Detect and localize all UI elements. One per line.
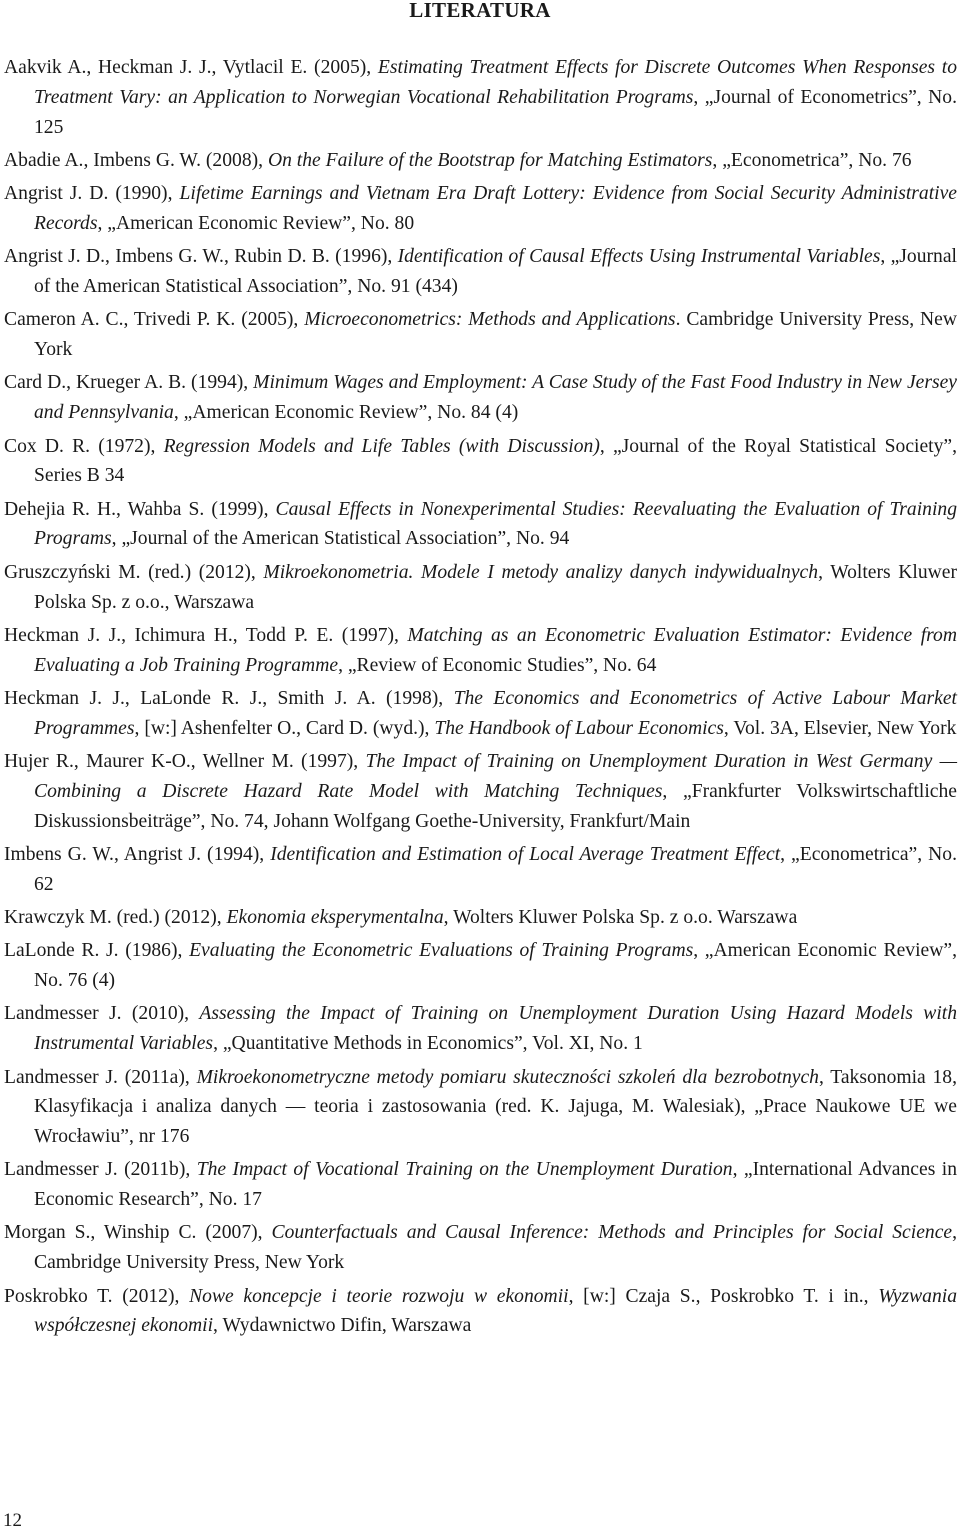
reference-source: , „Econometrica”, No. 62 bbox=[34, 843, 957, 895]
reference-title: Mikroekonometria. Modele I metody analizy danych indywidualnych bbox=[263, 561, 819, 583]
reference-item bbox=[4, 903, 957, 933]
reference-title: Microeconometrics: Methods and Applications bbox=[304, 309, 676, 331]
reference-source: , „Frankfurter Volkswirtschaftliche Diskussionsbeiträge”, No. 74, Johann Wolfgang Goethe-University, Frankfurt/Main bbox=[34, 780, 957, 832]
reference-title: On the Failure of the Bootstrap for Matching Estimators bbox=[267, 149, 713, 171]
reference-item bbox=[4, 305, 957, 365]
reference-source: , „International Advances in Economic Research”, No. 17 bbox=[34, 1159, 957, 1211]
reference-authors: Hujer R., Maurer K-O., Wellner M. (1997), bbox=[4, 751, 366, 773]
reference-authors: Imbens G. W., Angrist J. (1994), bbox=[4, 843, 271, 865]
reference-title: Matching as an Econometric Evaluation Estimator: Evidence from Evaluating a Job Training Programme bbox=[34, 624, 957, 676]
reference-item bbox=[4, 621, 957, 681]
reference-title: Counterfactuals and Causal Inference: Methods and Principles for Social Science bbox=[271, 1222, 953, 1244]
reference-list bbox=[4, 53, 957, 1345]
reference-item bbox=[4, 558, 957, 618]
reference-source: , „Journal of Econometrics”, No. 125 bbox=[34, 86, 957, 138]
reference-source: , „Journal of the American Statistical Association”, No. 91 (434) bbox=[34, 246, 957, 298]
reference-title: Identification and Estimation of Local Average Treatment Effect bbox=[270, 843, 781, 865]
reference-item bbox=[4, 684, 957, 744]
reference-source: . Cambridge University Press, New York bbox=[34, 309, 958, 361]
reference-item bbox=[4, 840, 957, 900]
reference-authors: LaLonde R. J. (1986), bbox=[4, 940, 190, 962]
reference-source: , „Journal of the Royal Statistical Society”, Series B 34 bbox=[34, 435, 957, 487]
reference-authors: Heckman J. J., LaLonde R. J., Smith J. A. (1998), bbox=[4, 687, 454, 709]
reference-authors: Morgan S., Winship C. (2007), bbox=[4, 1222, 272, 1244]
reference-title: Evaluating the Econometric Evaluations of Training Programs bbox=[189, 940, 694, 962]
reference-item bbox=[4, 495, 957, 555]
reference-source: , „Econometrica”, No. 76 bbox=[712, 149, 912, 171]
reference-source: , Taksonomia 18, Klasyfikacja i analiza danych — teoria i zastosowania (red. K. Jajuga, M. Walesiak), „Prace Naukowe UE we Wrocławiu”, nr 176 bbox=[34, 1066, 957, 1148]
reference-source: , „American Economic Review”, No. 80 bbox=[97, 212, 415, 234]
reference-publisher: , Wydawnictwo Difin, Warszawa bbox=[213, 1315, 472, 1337]
reference-source: , Wolters Kluwer Polska Sp. z o.o. Warszawa bbox=[443, 907, 798, 929]
reference-authors: Dehejia R. H., Wahba S. (1999), bbox=[4, 498, 276, 520]
reference-authors: Angrist J. D., Imbens G. W., Rubin D. B. (1996), bbox=[4, 246, 398, 268]
reference-source: , „Journal of the American Statistical Association”, No. 94 bbox=[111, 528, 570, 550]
page-number: 12 bbox=[3, 1510, 22, 1531]
reference-publisher: , Vol. 3A, Elsevier, New York bbox=[723, 717, 957, 739]
reference-title: The Impact of Training on Unemployment Duration in West Germany — Combining a Discrete Hazard Rate Model with Matching Techniques bbox=[34, 751, 957, 802]
reference-book-title: Wyzwania współczesnej ekonomii bbox=[34, 1285, 958, 1337]
reference-title: Causal Effects in Nonexperimental Studies: Reevaluating the Evaluation of Training Programs bbox=[34, 498, 957, 550]
reference-item bbox=[4, 999, 957, 1059]
reference-title: Nowe koncepcje i teorie rozwoju w ekonomii bbox=[189, 1285, 569, 1307]
reference-item bbox=[4, 1282, 957, 1342]
reference-authors: Landmesser J. (2011b), bbox=[4, 1159, 197, 1181]
reference-authors: Angrist J. D. (1990), bbox=[4, 183, 180, 205]
reference-source: , Cambridge University Press, New York bbox=[34, 1222, 957, 1274]
reference-item bbox=[4, 936, 957, 996]
reference-item bbox=[4, 747, 957, 836]
reference-item bbox=[4, 368, 957, 428]
reference-source: , „Review of Economic Studies”, No. 64 bbox=[338, 654, 657, 676]
reference-authors: Card D., Krueger A. B. (1994), bbox=[4, 372, 254, 394]
reference-item bbox=[4, 179, 957, 239]
reference-authors: Gruszczyński M. (red.) (2012), bbox=[4, 561, 264, 583]
reference-authors: Poskrobko T. (2012), bbox=[4, 1285, 190, 1307]
reference-authors: Aakvik A., Heckman J. J., Vytlacil E. (2005), bbox=[4, 57, 378, 78]
reference-source: , „Quantitative Methods in Economics”, Vol. XI, No. 1 bbox=[213, 1033, 643, 1055]
reference-title: The Impact of Vocational Training on the Unemployment Duration bbox=[196, 1159, 733, 1181]
reference-title: Minimum Wages and Employment: A Case Study of the Fast Food Industry in New Jersey and Pennsylvania bbox=[34, 372, 957, 424]
reference-item bbox=[4, 146, 957, 176]
reference-book-title: The Handbook of Labour Economics bbox=[434, 717, 724, 739]
reference-title: Ekonomia eksperymentalna bbox=[226, 907, 444, 929]
reference-item bbox=[4, 1218, 957, 1278]
reference-source: , Wolters Kluwer Polska Sp. z o.o., Warszawa bbox=[34, 561, 957, 613]
reference-title: Identification of Causal Effects Using Instrumental Variables bbox=[397, 246, 881, 268]
reference-item bbox=[4, 1063, 957, 1152]
reference-title: Mikroekonometryczne metody pomiaru skuteczności szkoleń dla bezrobotnych bbox=[196, 1066, 819, 1088]
reference-authors: Cameron A. C., Trivedi P. K. (2005), bbox=[4, 309, 305, 331]
reference-item bbox=[4, 1155, 957, 1215]
reference-authors: Krawczyk M. (red.) (2012), bbox=[4, 907, 227, 929]
reference-authors: Landmesser J. (2010), bbox=[4, 1003, 200, 1025]
reference-source: , [w:] Czaja S., Poskrobko T. i in., bbox=[568, 1285, 879, 1307]
reference-item bbox=[4, 432, 957, 492]
reference-item bbox=[4, 53, 957, 142]
reference-title: The Economics and Econometrics of Active Labour Market Programmes bbox=[34, 687, 957, 739]
reference-title: Estimating Treatment Effects for Discrete Outcomes When Responses to Treatment Vary: an Application to Norwegian Vocational Rehabilitation Programs bbox=[34, 57, 957, 108]
reference-authors: Cox D. R. (1972), bbox=[4, 435, 164, 457]
reference-authors: Heckman J. J., Ichimura H., Todd P. E. (1997), bbox=[4, 624, 408, 646]
reference-source: , [w:] Ashenfelter O., Card D. (wyd.), bbox=[134, 717, 435, 739]
reference-title: Regression Models and Life Tables (with Discussion) bbox=[163, 435, 600, 457]
reference-source: , „American Economic Review”, No. 76 (4) bbox=[34, 940, 957, 992]
reference-item bbox=[4, 242, 957, 302]
page-title: LITERATURA bbox=[409, 0, 551, 22]
reference-title: Assessing the Impact of Training on Unemployment Duration Using Hazard Models with Instrumental Variables bbox=[34, 1003, 957, 1055]
reference-authors: Abadie A., Imbens G. W. (2008), bbox=[4, 149, 268, 171]
reference-source: , „American Economic Review”, No. 84 (4) bbox=[173, 402, 519, 424]
reference-title: Lifetime Earnings and Vietnam Era Draft Lottery: Evidence from Social Security Administrative Records bbox=[34, 183, 957, 234]
reference-authors: Landmesser J. (2011a), bbox=[4, 1066, 197, 1088]
